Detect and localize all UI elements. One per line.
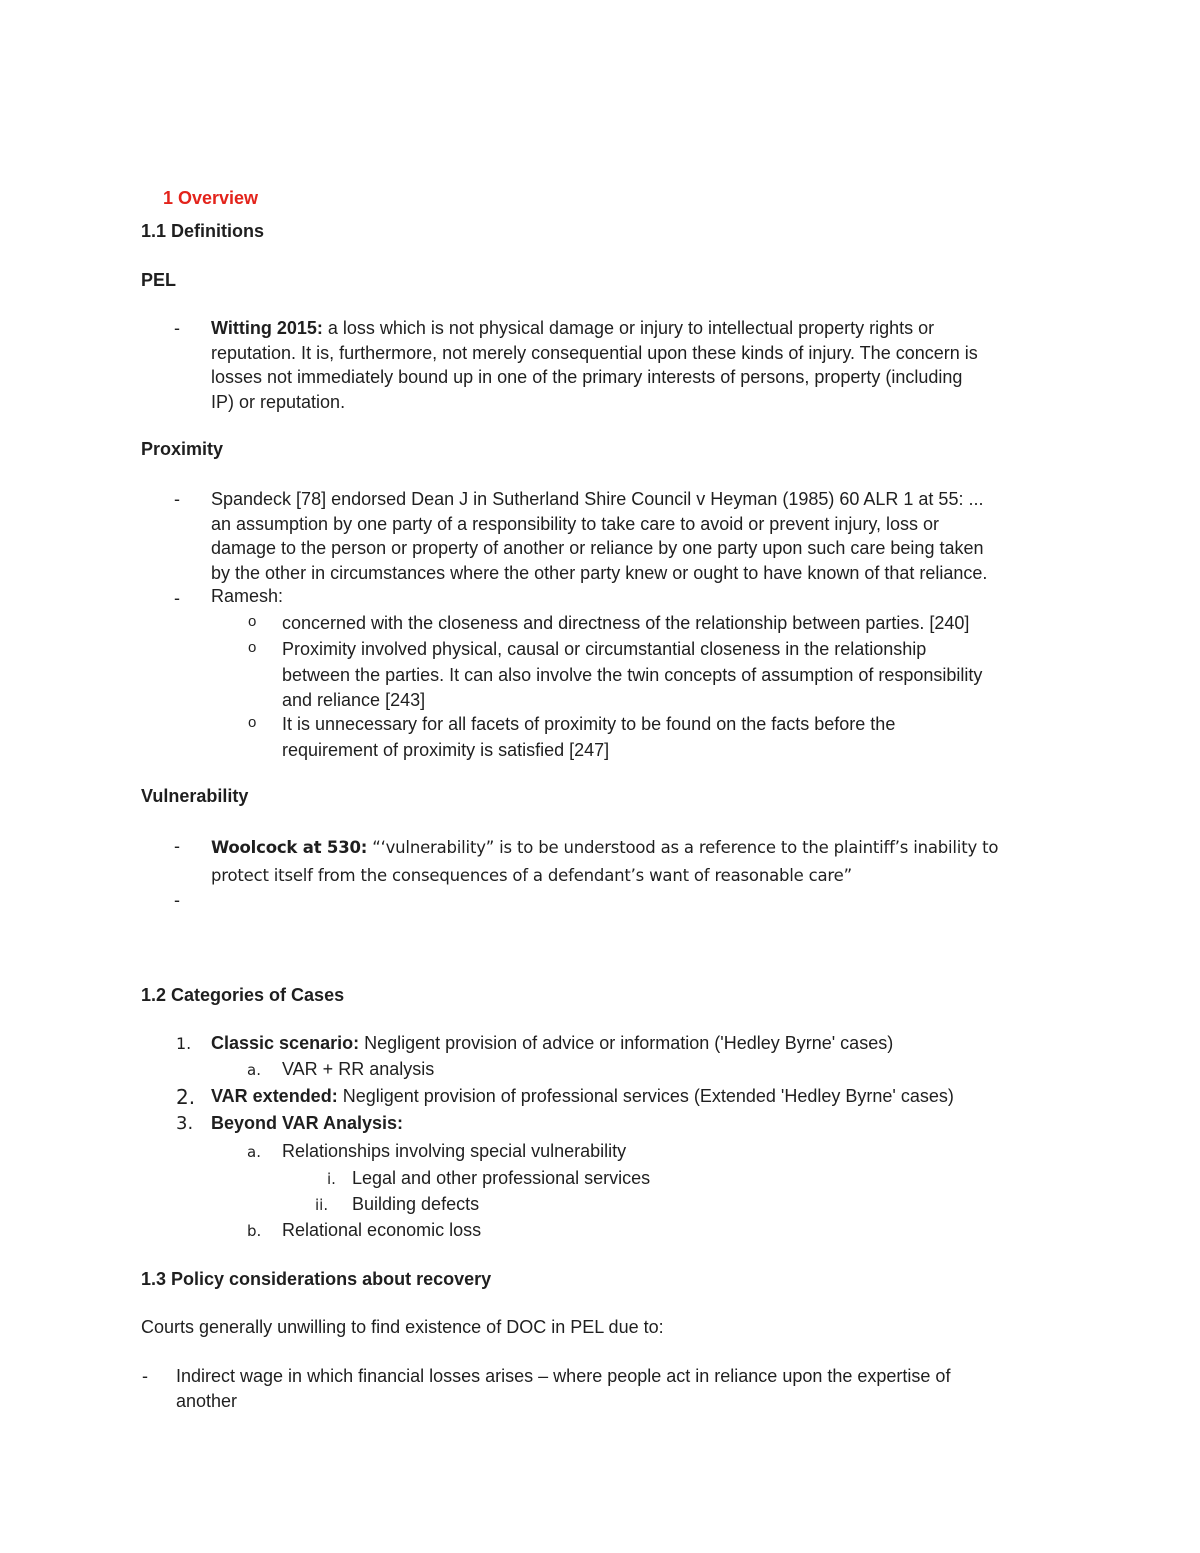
sub-item-line: requirement of proximity is satisfied [247] <box>282 739 610 760</box>
sub-item-line: between the parties. It can also involve the twin concepts of assumption of responsibility <box>282 664 983 685</box>
category-text: Negligent provision of professional services (Extended 'Hedley Byrne' cases) <box>337 1086 954 1106</box>
section-title-categories: 1.2 Categories of Cases <box>141 985 345 1005</box>
policy-bullet-marker: - <box>142 1366 148 1386</box>
list-number: 2. <box>176 1085 196 1109</box>
ramesh-bullet-marker: - <box>174 588 180 608</box>
sub-bullet-marker: o <box>248 639 257 656</box>
policy-intro: Courts generally unwilling to find existence of DOC in PEL due to: <box>141 1317 664 1337</box>
list-roman: i. <box>327 1170 336 1188</box>
woolcock-line: protect itself from the consequences of a defendant’s want of reasonable care” <box>211 866 852 885</box>
woolcock-line: “‘vulnerability” is to be understood as a reference to the plaintiff’s inability to <box>367 838 999 857</box>
spandeck-line: an assumption by one party of a responsibility to take care to avoid or prevent injury, loss or <box>211 513 940 534</box>
vulnerability-heading: Vulnerability <box>141 786 249 806</box>
pel-line: IP) or reputation. <box>211 392 346 413</box>
sub-item-line: and reliance [243] <box>282 690 426 710</box>
list-number: 3. <box>176 1113 194 1134</box>
list-letter: a. <box>247 1061 261 1079</box>
section-title-definitions: 1.1 Definitions <box>141 221 265 241</box>
category-bold: Classic scenario: <box>211 1033 360 1053</box>
pel-bullet-marker: - <box>174 318 180 338</box>
policy-line: another <box>176 1390 238 1411</box>
pel-bullet-text <box>211 316 978 415</box>
sub-item-line: concerned with the closeness and directness of the relationship between parties. [240] <box>282 613 970 633</box>
sub-bullet-marker: o <box>248 613 257 630</box>
ramesh-sub-item <box>282 712 895 763</box>
pel-line: a loss which is not physical damage or injury to intellectual property rights or <box>322 318 935 338</box>
ramesh-label: Ramesh: <box>211 586 284 606</box>
empty-bullet-marker: - <box>174 890 180 910</box>
category-item <box>211 1086 954 1107</box>
pel-line: reputation. It is, furthermore, not merely consequential upon these kinds of injury. The concern is <box>211 342 978 363</box>
woolcock-text <box>211 834 998 890</box>
ramesh-sub-item <box>282 611 969 636</box>
section-title-policy: 1.3 Policy considerations about recovery <box>141 1269 492 1289</box>
sub-bullet-marker: o <box>248 714 257 731</box>
spandeck-bullet-marker: - <box>174 489 180 509</box>
category-subsubitem: Legal and other professional services <box>352 1168 651 1188</box>
list-letter: b. <box>247 1222 262 1240</box>
pel-heading: PEL <box>141 270 177 290</box>
woolcock-bold: Woolcock at 530: <box>211 838 368 857</box>
category-bold: Beyond VAR Analysis: <box>211 1113 404 1133</box>
spandeck-line: Spandeck [78] endorsed Dean J in Sutherland Shire Council v Heyman (1985) 60 ALR 1 at 55: ... <box>211 489 984 509</box>
sub-item-line: It is unnecessary for all facets of proximity to be found on the facts before the <box>282 714 896 734</box>
ramesh-sub-item <box>282 637 982 714</box>
category-subitem: VAR + RR analysis <box>282 1059 435 1079</box>
spandeck-line: damage to the person or property of another or reliance by one party upon such care being taken <box>211 538 984 559</box>
category-bold: VAR extended: <box>211 1086 338 1106</box>
list-letter: a. <box>247 1143 261 1161</box>
sub-item-line: Proximity involved physical, causal or circumstantial closeness in the relationship <box>282 639 927 659</box>
pel-line: losses not immediately bound up in one of the primary interests of persons, property (including <box>211 367 963 388</box>
category-subitem: Relationships involving special vulnerability <box>282 1141 627 1161</box>
list-roman: ii. <box>315 1196 329 1214</box>
category-item <box>211 1033 893 1054</box>
spandeck-text <box>211 487 987 586</box>
list-number: 1. <box>176 1034 192 1053</box>
woolcock-bullet-marker: - <box>174 836 180 856</box>
category-subitem: Relational economic loss <box>282 1220 482 1240</box>
section-title-overview: 1 Overview <box>163 188 259 208</box>
category-text: Negligent provision of advice or information ('Hedley Byrne' cases) <box>359 1033 894 1053</box>
category-subsubitem: Building defects <box>352 1194 480 1214</box>
pel-bullet-bold: Witting 2015: <box>211 318 323 338</box>
policy-bullet-text <box>176 1364 950 1413</box>
spandeck-line: by the other in circumstances where the other party knew or ought to have known of that reliance. <box>211 563 988 584</box>
proximity-heading: Proximity <box>141 439 224 459</box>
policy-line: Indirect wage in which financial losses arises – where people act in reliance upon the expertise of <box>176 1366 951 1386</box>
